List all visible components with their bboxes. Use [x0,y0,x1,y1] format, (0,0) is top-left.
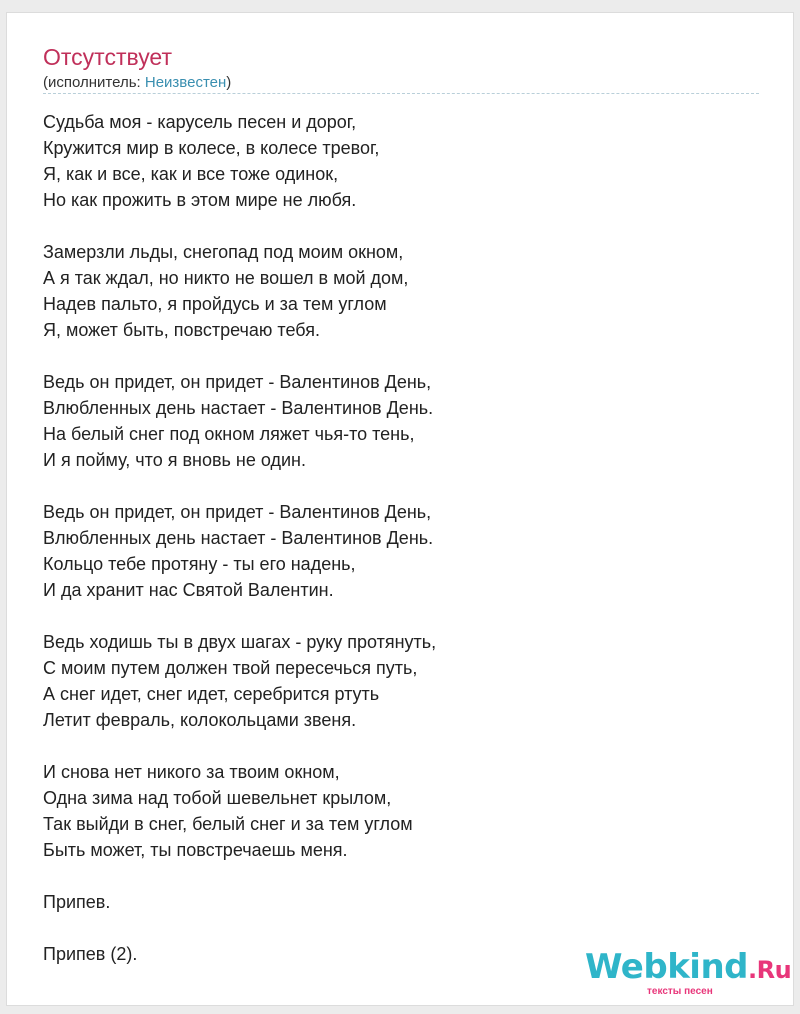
logo-tagline: тексты песен [647,986,713,997]
lyrics-stanza [43,239,743,343]
lyrics-line: Влюбленных день настает - Валентинов День. [43,398,434,418]
lyrics-line: Я, может быть, повстречаю тебя. [43,320,320,340]
lyrics-line: С моим путем должен твой пересечься путь, [43,658,418,678]
lyrics-stanza [43,499,743,603]
lyrics-line: Кружится мир в колесе, в колесе тревог, [43,138,380,158]
lyrics-stanza [43,369,743,473]
lyrics-line: Летит февраль, колокольцами звеня. [43,710,357,730]
lyrics-line: Припев. [43,892,111,912]
artist-link[interactable]: Неизвестен [144,74,227,91]
lyrics-line: И я пойму, что я вновь не один. [43,450,306,470]
lyrics-line: Судьба моя - карусель песен и дорог, [43,112,357,132]
logo-name: Webkind [585,947,748,987]
lyrics-stanza [43,889,743,915]
artist-suffix: ) [226,74,232,91]
lyrics-line: На белый снег под окном ляжет чья-то тень, [43,424,415,444]
lyrics-body [43,109,743,993]
lyrics-stanza [43,109,743,213]
lyrics-line: А снег идет, снег идет, серебрится ртуть [43,684,380,704]
lyrics-line: Замерзли льды, снегопад под моим окном, [43,242,404,262]
lyrics-line: А я так ждал, но никто не вошел в мой дом, [43,268,409,288]
title-divider [43,93,759,94]
lyrics-stanza [43,759,743,863]
lyrics-line: И да хранит нас Святой Валентин. [43,580,334,600]
logo-tld: .Ru [748,956,792,984]
lyrics-line: Я, как и все, как и все тоже одинок, [43,164,339,184]
lyrics-line: Надев пальто, я пройдусь и за тем углом [43,294,387,314]
artist-prefix: (исполнитель: [43,74,145,91]
lyrics-line: Влюбленных день настает - Валентинов День. [43,528,434,548]
song-title: Отсутствует [43,44,172,70]
lyrics-line: Припев (2). [43,944,138,964]
lyrics-line: Ведь он придет, он придет - Валентинов День, [43,502,432,522]
lyrics-line: Одна зима над тобой шевельнет крылом, [43,788,392,808]
lyrics-line: Так выйди в снег, белый снег и за тем углом [43,814,413,834]
lyrics-line: Быть может, ты повстречаешь меня. [43,840,348,860]
lyrics-line: Но как прожить в этом мире не любя. [43,190,357,210]
lyrics-line: Ведь он придет, он придет - Валентинов День, [43,372,432,392]
logo-wordmark [585,947,791,990]
lyrics-line: Ведь ходишь ты в двух шагах - руку протянуть, [43,632,437,652]
lyrics-line: И снова нет никого за твоим окном, [43,762,340,782]
lyrics-page [6,12,794,1006]
lyrics-line: Кольцо тебе протяну - ты его надень, [43,554,356,574]
lyrics-stanza [43,629,743,733]
artist-line [43,74,231,92]
webkind-logo[interactable] [585,947,792,1007]
